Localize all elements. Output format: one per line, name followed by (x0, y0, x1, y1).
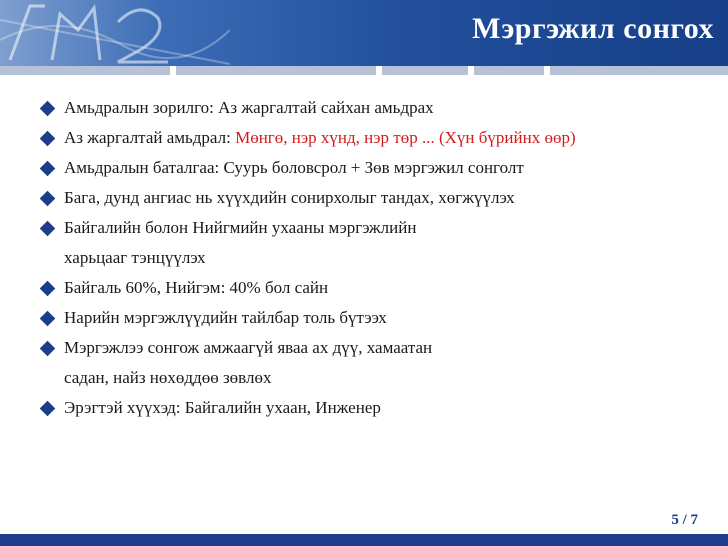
bullet-text: Байгалийн болон Нийгмийн ухааны мэргэжлийн (64, 218, 417, 237)
bullet-text: Бага, дунд ангиас нь хүүхдийн сонирхолыг тандах, хөгжүүлэх (64, 188, 515, 207)
slide-header (0, 0, 728, 66)
list-item (42, 273, 698, 303)
bullet-continuation-text: харьцааг тэнцүүлэх (64, 248, 206, 267)
header-divider-bars (0, 66, 728, 75)
list-item (42, 123, 698, 153)
bullet-text: Байгаль 60%, Нийгэм: 40% бол сайн (64, 278, 329, 297)
bullet-text: Амьдралын зорилго: Аз жаргалтай сайхан амьдрах (64, 98, 434, 117)
slide-title: Мэргэжил сонгох (472, 12, 714, 45)
list-item (42, 333, 698, 393)
bullet-highlight-text: Мөнгө, нэр хүнд, нэр төр ... (Хүн бүрийнх өөр) (235, 128, 576, 147)
list-item (42, 93, 698, 123)
list-item (42, 213, 698, 273)
bullet-text: Амьдралын баталгаа: Суурь боловсрол + Зөв мэргэжил сонголт (64, 158, 524, 177)
bullet-list (58, 93, 698, 423)
bullet-text: Эрэгтэй хүүхэд: Байгалийн ухаан, Инженер (64, 398, 381, 417)
bullet-text: Нарийн мэргэжлүүдийн тайлбар толь бүтээх (64, 308, 387, 327)
decorative-number-graphic (0, 0, 230, 66)
list-item (42, 153, 698, 183)
page-number: 5 / 7 (671, 512, 698, 528)
list-item (42, 183, 698, 213)
bullet-text: Мэргэжлээ сонгож амжаагүй яваа ах дүү, хамаатан (64, 338, 433, 357)
bullet-text: Аз жаргалтай амьдрал: (64, 128, 236, 147)
list-item (42, 393, 698, 423)
bullet-continuation-text: садан, найз нөхөддөө зөвлөх (64, 368, 272, 387)
footer-bar (0, 534, 728, 546)
list-item (42, 303, 698, 333)
